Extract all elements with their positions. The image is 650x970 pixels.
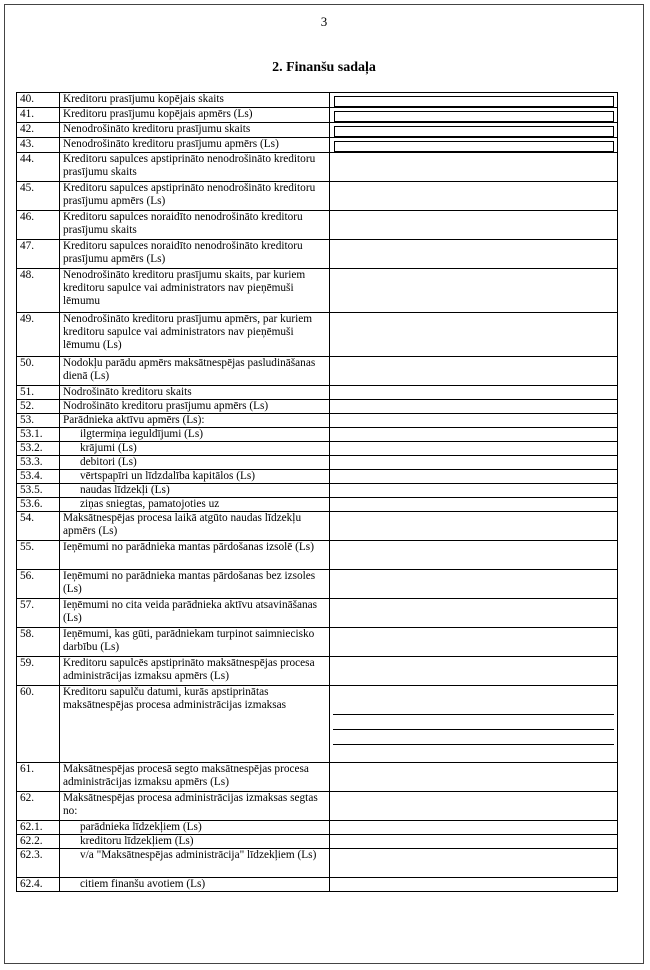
table-row bbox=[17, 835, 618, 849]
value-cell[interactable] bbox=[330, 686, 618, 763]
value-cell[interactable] bbox=[330, 153, 618, 182]
row-number: 53.3. bbox=[17, 456, 60, 470]
row-number: 52. bbox=[17, 400, 60, 414]
table-row bbox=[17, 123, 618, 138]
table-row bbox=[17, 386, 618, 400]
row-number: 62.1. bbox=[17, 821, 60, 835]
value-cell[interactable] bbox=[330, 456, 618, 470]
row-number: 53.1. bbox=[17, 428, 60, 442]
table-row bbox=[17, 456, 618, 470]
row-label: Kreditoru sapulces noraidīto nenodrošināto kreditoru prasījumu skaits bbox=[60, 211, 330, 240]
sub-item-label: parādnieka līdzekļiem (Ls) bbox=[80, 821, 202, 833]
row-number: 62.3. bbox=[17, 849, 60, 878]
value-cell[interactable] bbox=[330, 357, 618, 386]
row-number: 55. bbox=[17, 541, 60, 570]
value-cell[interactable] bbox=[330, 835, 618, 849]
table-row bbox=[17, 442, 618, 456]
row-label bbox=[60, 835, 330, 849]
row-label bbox=[60, 849, 330, 878]
row-number: 61. bbox=[17, 763, 60, 792]
row-number: 54. bbox=[17, 512, 60, 541]
value-field[interactable] bbox=[334, 141, 614, 152]
row-label: Kreditoru sapulču datumi, kurās apstiprinātas maksātnespējas procesa administrācijas izmaksas bbox=[60, 686, 330, 763]
sub-item-label: debitori (Ls) bbox=[80, 456, 137, 468]
table-row bbox=[17, 428, 618, 442]
row-label bbox=[60, 498, 330, 512]
sub-item-label: vērtspapīri un līdzdalība kapitālos (Ls) bbox=[80, 470, 256, 482]
table-row bbox=[17, 313, 618, 357]
row-number: 50. bbox=[17, 357, 60, 386]
row-number: 53.2. bbox=[17, 442, 60, 456]
row-label: Ieņēmumi no parādnieka mantas pārdošanas bez izsoles (Ls) bbox=[60, 570, 330, 599]
value-cell[interactable] bbox=[330, 763, 618, 792]
table-row bbox=[17, 878, 618, 892]
row-label: Nodrošināto kreditoru skaits bbox=[60, 386, 330, 400]
value-cell[interactable] bbox=[330, 414, 618, 428]
sub-item-label: citiem finanšu avotiem (Ls) bbox=[80, 878, 206, 890]
table-row bbox=[17, 211, 618, 240]
value-cell[interactable] bbox=[330, 628, 618, 657]
value-cell[interactable] bbox=[330, 138, 618, 153]
row-label: Nenodrošināto kreditoru prasījumu skaits, par kuriem kreditoru sapulce vai administrators nav pieņēmuši lēmumu bbox=[60, 269, 330, 313]
row-number: 60. bbox=[17, 686, 60, 763]
value-cell[interactable] bbox=[330, 878, 618, 892]
sub-item-label: krājumi (Ls) bbox=[80, 442, 137, 454]
row-label: Kreditoru sapulces apstiprināto nenodrošināto kreditoru prasījumu skaits bbox=[60, 153, 330, 182]
row-label: Nodrošināto kreditoru prasījumu apmērs (Ls) bbox=[60, 400, 330, 414]
value-cell[interactable] bbox=[330, 599, 618, 628]
table-row bbox=[17, 628, 618, 657]
table-row bbox=[17, 484, 618, 498]
row-label: Nodokļu parādu apmērs maksātnespējas pasludināšanas dienā (Ls) bbox=[60, 357, 330, 386]
row-number: 62.4. bbox=[17, 878, 60, 892]
row-number: 53.6. bbox=[17, 498, 60, 512]
row-number: 48. bbox=[17, 269, 60, 313]
table-row bbox=[17, 599, 618, 628]
page-number: 3 bbox=[320, 14, 328, 29]
value-cell[interactable] bbox=[330, 541, 618, 570]
table-row bbox=[17, 470, 618, 484]
table-row bbox=[17, 182, 618, 211]
sub-item-label: ilgtermiņa ieguldījumi (Ls) bbox=[80, 428, 203, 440]
value-cell[interactable] bbox=[330, 792, 618, 821]
row-number: 43. bbox=[17, 138, 60, 153]
table-row bbox=[17, 541, 618, 570]
row-label bbox=[60, 821, 330, 835]
row-number: 46. bbox=[17, 211, 60, 240]
row-label: Nenodrošināto kreditoru prasījumu skaits bbox=[60, 123, 330, 138]
row-label bbox=[60, 484, 330, 498]
value-cell[interactable] bbox=[330, 313, 618, 357]
value-cell[interactable] bbox=[330, 93, 618, 108]
row-label: Kreditoru sapulces noraidīto nenodrošināto kreditoru prasījumu apmērs (Ls) bbox=[60, 240, 330, 269]
table-row bbox=[17, 498, 618, 512]
value-cell[interactable] bbox=[330, 570, 618, 599]
value-cell[interactable] bbox=[330, 821, 618, 835]
value-cell[interactable] bbox=[330, 470, 618, 484]
table-row bbox=[17, 686, 618, 763]
row-number: 44. bbox=[17, 153, 60, 182]
value-cell[interactable] bbox=[330, 512, 618, 541]
value-cell[interactable] bbox=[330, 108, 618, 123]
value-cell[interactable] bbox=[330, 386, 618, 400]
table-row bbox=[17, 792, 618, 821]
value-field[interactable] bbox=[334, 96, 614, 107]
sub-item-label: naudas līdzekļi (Ls) bbox=[80, 484, 170, 496]
table-row bbox=[17, 763, 618, 792]
table-row bbox=[17, 414, 618, 428]
document-page bbox=[4, 4, 644, 964]
row-number: 51. bbox=[17, 386, 60, 400]
row-label: Nenodrošināto kreditoru prasījumu apmērs (Ls) bbox=[60, 138, 330, 153]
row-number: 53. bbox=[17, 414, 60, 428]
value-cell[interactable] bbox=[330, 400, 618, 414]
table-row bbox=[17, 240, 618, 269]
table-row bbox=[17, 108, 618, 123]
table-row bbox=[17, 570, 618, 599]
table-row bbox=[17, 153, 618, 182]
date-entry-line[interactable] bbox=[333, 744, 614, 759]
value-field[interactable] bbox=[334, 126, 614, 137]
row-number: 56. bbox=[17, 570, 60, 599]
section-title: 2. Finanšu sadaļa bbox=[272, 60, 376, 75]
value-cell[interactable] bbox=[330, 240, 618, 269]
row-number: 41. bbox=[17, 108, 60, 123]
row-label: Ieņēmumi no cita veida parādnieka aktīvu atsavināšanas (Ls) bbox=[60, 599, 330, 628]
value-cell[interactable] bbox=[330, 211, 618, 240]
value-cell[interactable] bbox=[330, 484, 618, 498]
row-number: 49. bbox=[17, 313, 60, 357]
table-row bbox=[17, 357, 618, 386]
table-row bbox=[17, 821, 618, 835]
row-label bbox=[60, 878, 330, 892]
row-number: 62. bbox=[17, 792, 60, 821]
row-number: 58. bbox=[17, 628, 60, 657]
date-entry-lines bbox=[333, 714, 614, 759]
row-label: Maksātnespējas procesā segto maksātnespējas procesa administrācijas izmaksu apmērs (Ls) bbox=[60, 763, 330, 792]
row-label: Maksātnespējas procesa administrācijas izmaksas segtas no: bbox=[60, 792, 330, 821]
row-label bbox=[60, 428, 330, 442]
row-number: 57. bbox=[17, 599, 60, 628]
row-label bbox=[60, 456, 330, 470]
row-number: 59. bbox=[17, 657, 60, 686]
date-entry-line[interactable] bbox=[333, 729, 614, 744]
row-number: 47. bbox=[17, 240, 60, 269]
table-row bbox=[17, 269, 618, 313]
row-label: Nenodrošināto kreditoru prasījumu apmērs, par kuriem kreditoru sapulce vai administrators nav pieņēmuši lēmumu (Ls) bbox=[60, 313, 330, 357]
row-label: Kreditoru sapulces apstiprināto nenodrošināto kreditoru prasījumu apmērs (Ls) bbox=[60, 182, 330, 211]
sub-item-label: kreditoru līdzekļiem (Ls) bbox=[80, 835, 194, 847]
value-cell[interactable] bbox=[330, 442, 618, 456]
row-label: Kreditoru prasījumu kopējais apmērs (Ls) bbox=[60, 108, 330, 123]
row-number: 53.4. bbox=[17, 470, 60, 484]
value-cell[interactable] bbox=[330, 428, 618, 442]
row-label: Ieņēmumi no parādnieka mantas pārdošanas izsolē (Ls) bbox=[60, 541, 330, 570]
value-cell[interactable] bbox=[330, 849, 618, 878]
financial-section-table bbox=[16, 92, 618, 892]
row-number: 42. bbox=[17, 123, 60, 138]
value-cell[interactable] bbox=[330, 123, 618, 138]
row-number: 53.5. bbox=[17, 484, 60, 498]
table-row bbox=[17, 400, 618, 414]
value-cell[interactable] bbox=[330, 657, 618, 686]
sub-item-label: ziņas sniegtas, pamatojoties uz bbox=[80, 498, 220, 510]
value-field[interactable] bbox=[334, 111, 614, 122]
row-label bbox=[60, 442, 330, 456]
table-row bbox=[17, 93, 618, 108]
row-number: 62.2. bbox=[17, 835, 60, 849]
table-row bbox=[17, 849, 618, 878]
table-row bbox=[17, 657, 618, 686]
row-label: Ieņēmumi, kas gūti, parādniekam turpinot saimniecisko darbību (Ls) bbox=[60, 628, 330, 657]
row-label bbox=[60, 470, 330, 484]
row-label: Kreditoru sapulcēs apstiprināto maksātnespējas procesa administrācijas izmaksu apmērs (Ls) bbox=[60, 657, 330, 686]
table-row bbox=[17, 138, 618, 153]
value-cell[interactable] bbox=[330, 269, 618, 313]
row-number: 45. bbox=[17, 182, 60, 211]
row-label: Maksātnespējas procesa laikā atgūto naudas līdzekļu apmērs (Ls) bbox=[60, 512, 330, 541]
row-label: Parādnieka aktīvu apmērs (Ls): bbox=[60, 414, 330, 428]
row-label: Kreditoru prasījumu kopējais skaits bbox=[60, 93, 330, 108]
row-number: 40. bbox=[17, 93, 60, 108]
sub-item-label: v/a "Maksātnespējas administrācija" līdzekļiem (Ls) bbox=[80, 849, 317, 861]
value-cell[interactable] bbox=[330, 182, 618, 211]
date-entry-line[interactable] bbox=[333, 714, 614, 729]
value-cell[interactable] bbox=[330, 498, 618, 512]
table-row bbox=[17, 512, 618, 541]
